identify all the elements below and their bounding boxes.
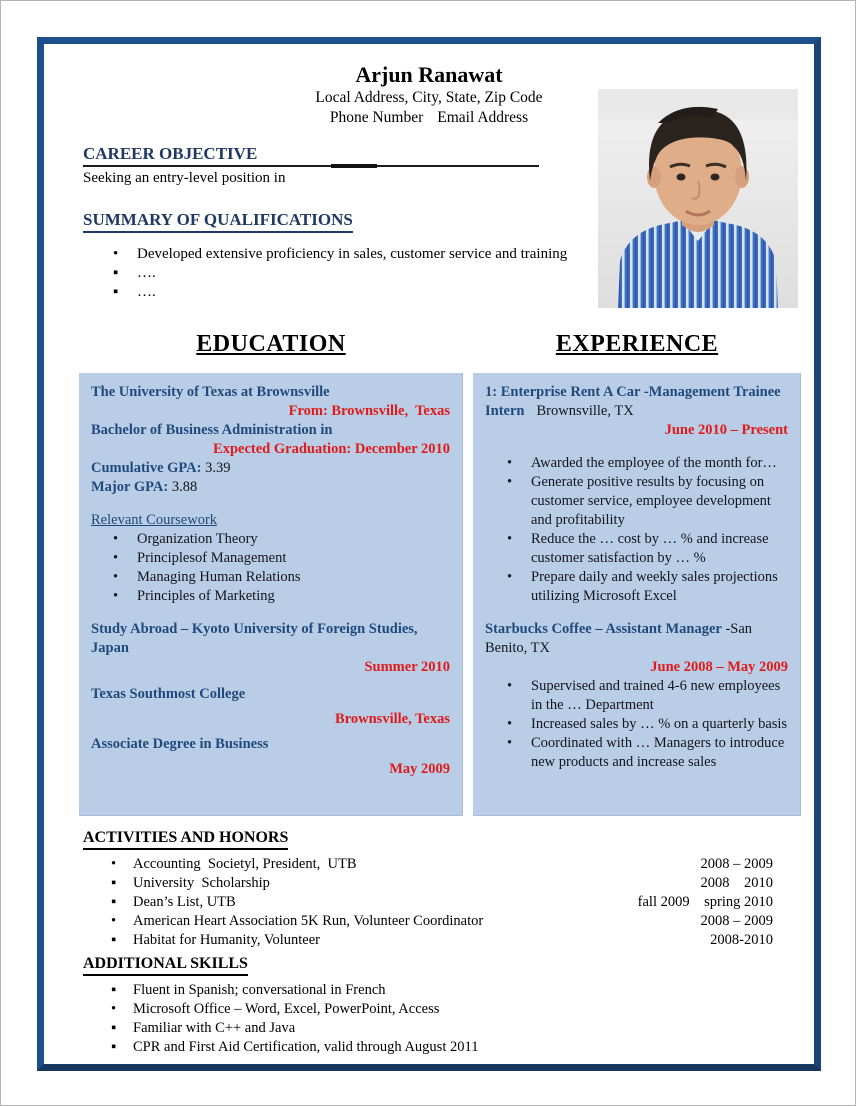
email-label: Email Address: [437, 109, 529, 126]
list-item: [91, 587, 450, 606]
bullet-icon: •: [507, 678, 513, 694]
activity-date: 2008 – 2009: [700, 856, 773, 872]
activities-section: [83, 829, 773, 950]
activity-text: American Heart Association 5K Run, Volunteer Coordinator: [133, 913, 484, 929]
applicant-name: Arjun Ranawat: [355, 62, 503, 87]
bullet-icon: ▪: [111, 894, 117, 910]
list-item: [485, 568, 788, 606]
spacer: [485, 606, 788, 620]
job-title: Starbucks Coffee – Assistant Manager: [485, 621, 722, 637]
list-item: [485, 530, 788, 568]
bullet-icon: •: [507, 569, 513, 585]
job-bullet-text: Reduce the … cost by … % and increase customer satisfaction by … %: [531, 531, 773, 566]
activities-heading: ACTIVITIES AND HONORS: [83, 829, 288, 850]
associate-degree-name: Associate Degree in Business: [91, 736, 269, 752]
major-gpa-label: Major GPA:: [91, 479, 169, 495]
study-abroad-name: Study Abroad – Kyoto University of Foreign Studies, Japan: [91, 621, 418, 656]
activity-text: University Scholarship: [133, 875, 270, 891]
bullet-icon: ▪: [111, 932, 117, 948]
associate-degree-date: May 2009: [389, 761, 450, 777]
list-item: [83, 1019, 773, 1038]
list-item: [83, 245, 723, 264]
spacer: [485, 440, 788, 454]
table-row: [83, 931, 773, 950]
job-dates: June 2008 – May 2009: [650, 659, 788, 675]
list-item: [83, 981, 773, 1000]
job-bullet-text: Supervised and trained 4-6 new employees in the … Department: [531, 678, 784, 713]
education-heading: EDUCATION: [196, 331, 346, 357]
bullet-icon: •: [113, 246, 119, 262]
course-text: Managing Human Relations: [137, 569, 301, 585]
summary-item-text: ….: [137, 284, 156, 300]
skill-text: Fluent in Spanish; conversational in French: [133, 982, 386, 998]
list-item: [91, 530, 450, 549]
career-objective-heading: [83, 144, 539, 167]
bullet-icon: ▪: [111, 1039, 117, 1055]
job-location: Brownsville, TX: [536, 403, 634, 419]
skills-section: [83, 955, 773, 1057]
summary-item-text: Developed extensive proficiency in sales, customer service and training: [137, 246, 568, 262]
job-bullet-list: [485, 677, 788, 772]
job-bullet-text: Increased sales by … % on a quarterly basis: [531, 716, 788, 732]
phone-label: Phone Number: [329, 109, 424, 126]
job-bullet-text: Awarded the employee of the month for…: [531, 455, 777, 471]
major-gpa-line: [91, 478, 450, 497]
bullet-icon: ▪: [111, 982, 117, 998]
table-row: [83, 874, 773, 893]
bullet-icon: ▪: [113, 284, 119, 300]
skill-text: Familiar with C++ and Java: [133, 1020, 296, 1036]
bullet-icon: •: [113, 588, 119, 604]
course-text: Principles of Marketing: [137, 588, 275, 604]
two-column-section: [79, 330, 809, 816]
summary-heading: SUMMARY OF QUALIFICATIONS: [83, 210, 353, 233]
list-item: [91, 549, 450, 568]
skills-heading: ADDITIONAL SKILLS: [83, 955, 248, 976]
career-objective-heading-text: CAREER OBJECTIVE: [83, 144, 258, 163]
job-title-line: [485, 383, 788, 421]
list-item: [485, 473, 788, 530]
college-name: Texas Southmost College: [91, 686, 246, 702]
bullet-icon: •: [113, 569, 119, 585]
bullet-icon: •: [111, 913, 117, 929]
activity-date: 2008 – 2009: [700, 913, 773, 929]
education-box: [79, 373, 463, 816]
cumulative-gpa-label: Cumulative GPA:: [91, 460, 202, 476]
bullet-icon: •: [507, 735, 513, 751]
list-item: [485, 715, 788, 734]
job-bullet-text: Prepare daily and weekly sales projections utilizing Microsoft Excel: [531, 569, 782, 604]
university-name: The University of Texas at Brownsville: [91, 384, 330, 400]
university-location: From: Brownsville, Texas: [288, 403, 450, 419]
activity-date: fall 2009 spring 2010: [637, 894, 773, 910]
course-text: Organization Theory: [137, 531, 258, 547]
summary-item-text: ….: [137, 265, 156, 281]
underline-dash: [331, 164, 377, 168]
bullet-icon: ▪: [113, 265, 119, 281]
career-objective-text: Seeking an entry-level position in: [83, 170, 286, 186]
degree-name: Bachelor of Business Administration in: [91, 422, 333, 438]
experience-column: [473, 330, 801, 816]
list-item: [485, 734, 788, 772]
bullet-icon: ▪: [111, 1020, 117, 1036]
table-row: [83, 855, 773, 874]
job-dates: June 2010 – Present: [664, 422, 788, 438]
page-border-frame: [37, 37, 821, 1071]
cumulative-gpa-value: 3.39: [201, 460, 231, 476]
activity-date: 2008-2010: [710, 932, 773, 948]
coursework-list: [91, 530, 450, 606]
job-bullet-text: Generate positive results by focusing on customer service, employee development and profitability: [531, 474, 775, 528]
skill-text: Microsoft Office – Word, Excel, PowerPoint, Access: [133, 1001, 440, 1017]
course-text: Principlesof Management: [137, 550, 287, 566]
job-title-line: [485, 620, 788, 658]
summary-list: [83, 245, 723, 302]
bullet-icon: •: [111, 856, 117, 872]
job-bullet-text: Coordinated with … Managers to introduce new products and increase sales: [531, 735, 788, 770]
study-abroad-date: Summer 2010: [364, 659, 450, 675]
bullet-icon: •: [113, 550, 119, 566]
cumulative-gpa-line: [91, 459, 450, 478]
list-item: [485, 677, 788, 715]
activity-text: Dean’s List, UTB: [133, 894, 236, 910]
bullet-icon: •: [507, 474, 513, 490]
college-location: Brownsville, Texas: [335, 711, 450, 727]
list-item: [83, 264, 723, 283]
bullet-icon: •: [507, 716, 513, 732]
list-item: [83, 1038, 773, 1057]
major-gpa-value: 3.88: [168, 479, 198, 495]
coursework-heading: Relevant Coursework: [91, 512, 218, 528]
bullet-icon: •: [507, 531, 513, 547]
experience-box: [473, 373, 801, 816]
graduation-date: Expected Graduation: December 2010: [213, 441, 450, 457]
table-row: [83, 912, 773, 931]
job-title: 1: Enterprise Rent A Car -Management Trainee Intern: [485, 384, 781, 419]
list-item: [83, 1000, 773, 1019]
skill-text: CPR and First Aid Certification, valid through August 2011: [133, 1039, 479, 1055]
list-item: [83, 283, 723, 302]
activity-text: Accounting Societyl, President, UTB: [133, 856, 357, 872]
experience-heading: EXPERIENCE: [555, 331, 719, 357]
table-row: [83, 893, 773, 912]
activity-date: 2008 2010: [700, 875, 773, 891]
bullet-icon: ▪: [111, 875, 117, 891]
education-column: [79, 330, 463, 816]
job-location: -San Benito, TX: [485, 621, 753, 656]
bullet-icon: •: [111, 1001, 117, 1017]
list-item: [485, 454, 788, 473]
spacer: [91, 677, 450, 685]
address-line: Local Address, City, State, Zip Code: [315, 89, 543, 106]
activity-text: Habitat for Humanity, Volunteer: [133, 932, 320, 948]
bullet-icon: •: [507, 455, 513, 471]
bullet-icon: •: [113, 531, 119, 547]
list-item: [91, 568, 450, 587]
career-objective-section: [83, 144, 539, 187]
spacer: [91, 606, 450, 620]
summary-section: [83, 210, 723, 302]
job-bullet-list: [485, 454, 788, 606]
